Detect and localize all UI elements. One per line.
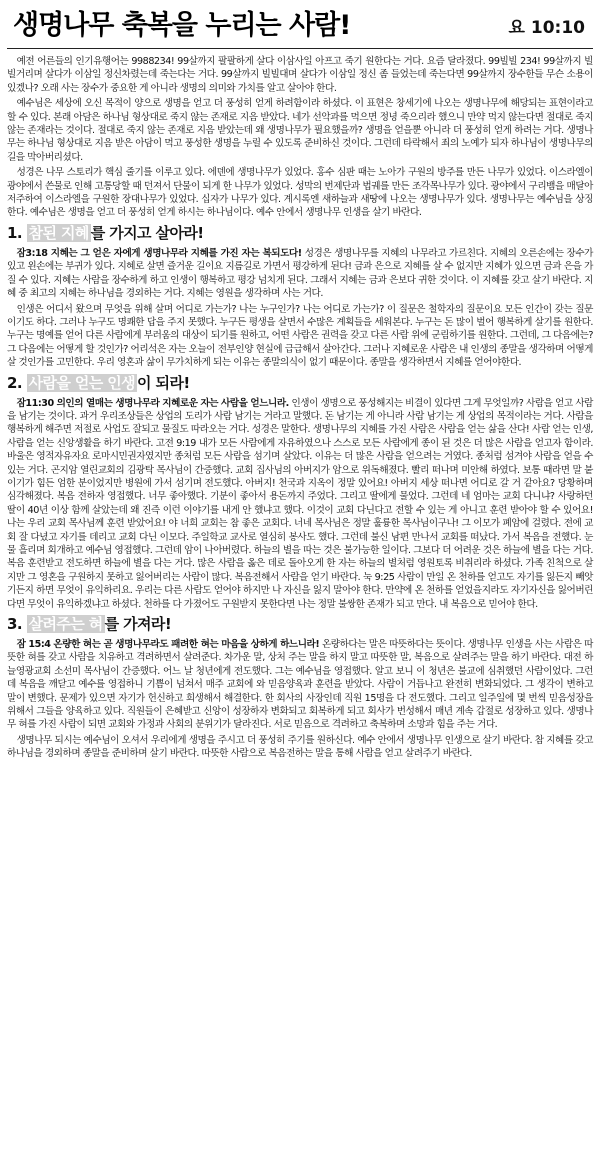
section-number: 3. xyxy=(7,615,22,634)
section-title: 를 가져라! xyxy=(104,615,172,634)
paragraph-text: 인생이 생명으로 풍성해지는 비결이 있다면 그게 무엇일까? 사람을 얻고 사람을 남기는 것이다. 과거 우리조상들은 상업의 도리가 사람 남기는 거라고 말했다. 돈 남기는 게 아니라 사람 남기는 게 상업의 목적이라는 거다. 사람을 행복하게 해주면 저절로 사업도 잘되고 물질도 따라오는 거다. 성경은 말한다. 생명나무의 지혜를 가진 사람은 사람을 얻는 삶을 산다! 사람 얻는 인생, 사람을 얻는 신앙생활을 하기 바란다. 고전 9:19 내가 모든 사람에게 자유하였으나 스스로 모든 사람에게 종이 된 것은 더 많은 사람을 얻고자 함이라. 바울은 영적자유자요 로마시민권자였지만 종처럼 모든 사람을 섬기며 살았다. 이유는 더 많은 사람을 얻으려는 거였다. 종처럼 섬겨야 사람을 얻을 수 있는 거다. 곤지암 열린교회의 김광탁 목사님이 간증했다. 교회 집사님의 아버지가 암으로 위독해졌다. 빨리 떠나며 미안해 하였다. 보통 때라면 말 붙이기가 힘든 엄한 분이었지만 병원에 가서 섬기며 전도했다. 아버지! 천국과 지옥이 정말 있어요! 아버지 세상 떠나면 어디로 갈 거 같아요? 당황하며 심각해졌다. 복음 전하자 영접했다. 너무 좋아했다. 기분이 좋아서 용돈까지 주었다. 그리고 딸에게 물었다. 그런데 네 엄마는 교회 다니냐? 사랑하던 딸이 40년 이상 함께 살았는데 왜 진즉 이런 이야기를 내게 안 했냐고 했다. 이것이 교회 다닌다고 전할 수 있는 게 아니고 훈련 받아야 할 수 있어요! 나는 우리 교회 목사님께 훈련 받았어요! 야 너희 교회는 참 좋은 교회다. 너네 목사님은 정말 훌륭한 목사님이구나! 그 이모가 폐암에 걸렸다. 전에 교회 잘 다녔고 자기를 데리고 교회 다닌 이모다. 주일학교 교사로 열심히 봉사도 했다. 그런데 불신 남편 만나서 교회를 떠났다. 가서 복음을 전했다. 눈물 흘리며 회개하고 예수님 영접했다. 그런데 암이 나아버렸다. 하늘의 별을 따는 것은 불가능한 일이다. 그보다 더 어려운 것은 하늘에 별을 다는 거다. 복음 훈련받고 전도하면 하늘에 별을 다는 거다. 많은 사람을 옳은 데로 돌아오게 한 자는 하늘의 별처럼 영원토록 비취리라 하셨다. 가족 친척으로 살지만 그 영혼을 구원하지 못하고 잃어버리는 사람이 많다. 복음전해서 사람을 얻기 바란다. 눅 9:25 사람이 만일 온 천하를 얻고도 자기를 잃든지 빼앗기든지 하면 무엇이 유익하리요. 우리는 다른 사람도 얻어야 하지만 나 자신을 잃지 말아야 한다. 만약에 온 천하를 얻었을지라도 자기자신을 잃어버린다면 무엇이 유익하겠냐고 하셨다. 천하를 다 가졌어도 구원받지 못한다면 나는 정말 불쌍한 존재가 되고 만다. 내 복음으로 믿어야 한다. xyxy=(7,397,593,610)
section-paragraph xyxy=(7,638,593,732)
section-heading xyxy=(7,223,593,243)
section-number: 2. xyxy=(7,373,22,392)
section-paragraph: 생명나무 되시는 예수님이 오셔서 우리에게 생명을 주시고 더 풍성히 주기를 원하신다. 예수 안에서 생명나무 인생으로 살기 바란다. 참 지혜를 갖고 하나님을 경외하며 종말을 준비하며 살기 바란다. 따뜻한 사람으로 복음전하는 말을 통해 사람을 얻고 살려주기 바란다. xyxy=(7,734,593,760)
paragraph-text: 성경은 생명나무를 지혜의 나무라고 가르친다. 지혜의 오른손에는 장수가 있고 왼손에는 부귀가 있다. 지혜로 살면 즐거운 길이요 지름길로 가면서 평강하게 된다! 금과 은으로 지혜를 살 수 없지만 지혜가 있으면 금과 은을 가질 수 있다. 지혜는 사람을 장수하게 하고 인생이 행복하고 평강 넘치게 된다. 그래서 지혜는 금과 은보다 귀한 것이다. 이 지혜를 갖고 살기 바란다. 지혜 중 최고의 지혜는 하나님을 경외하는 거다. 지혜는 영원을 생각하며 사는 거다. xyxy=(7,247,593,300)
key-verse: 잠11:30 의인의 열매는 생명나무라 지혜로운 자는 사람을 얻느니라. xyxy=(16,397,289,409)
article-body xyxy=(7,49,593,761)
section-heading xyxy=(7,614,593,634)
section-number: 1. xyxy=(7,223,22,242)
intro-paragraph: 예전 어른들의 인기유행어는 9988234! 99살까지 팔팔하게 살다 이삼사일 아프고 죽기 원한다는 거다. 요즘 달라졌다. 99빌빌 234! 99살까지 빌빌거리며 살다가 이삼일 정신차렸는데 죽는다는 거다. 99살까지 빌빌대며 살다가 이삼일 정신 좀 들었는데 죽는다면 99살까지 장수한들 무슨 소용이 있겠나? 오래 사는 장수가 중요한 게 아니라 생명의 의미와 가치를 알고 살아야 한다. xyxy=(7,56,593,94)
header xyxy=(7,0,593,49)
section-paragraph xyxy=(7,247,593,301)
section-keyword: 사람을 얻는 인생 xyxy=(28,373,136,392)
paragraph-text: 온량하다는 말은 따뜻하다는 뜻이다. 생명나무 인생을 사는 사람은 따뜻한 혀를 갖고 사람을 치유하고 격려하면서 살려준다. 차가운 말, 상처 주는 말을 하지 말고 따뜻한 말, 복음으로 살려주는 말을 하기 바란다. 대전 하늘영광교회 소선미 목사님이 간증했다. 어느 날 청년에게 전도했다. 그는 예수님을 영접했다. 알고 보니 이 청년은 불교에 심취했던 사람이었다. 그런데 복음을 깨닫고 예수를 영접하니 기쁨이 넘쳐서 매주 교회에 와 믿음양육과 훈련을 받았다. 사람이 거듭나고 완전히 변화되었다. 그 생각이 변하고 말이 변했다. 문제가 있으면 자기가 헌신하고 희생해서 해결한다. 한 회사의 사장인데 직원 15명을 다 전도했다. 그리고 일주일에 몇 번씩 믿음성장을 위해서 그들을 양육하고 있다. 직원들이 은혜받고 신앙이 성장하자 변화되고 회복하게 되고 회사가 번성해서 매년 계속 갑절로 성장하고 있다. 생명나무 혀를 가진 사람이 되면 교회와 가정과 사회의 분위기가 달라진다. 서로 믿음으로 격려하고 축복하며 소망과 힘을 주는 거다. xyxy=(7,639,593,731)
section-keyword: 살려주는 혀 xyxy=(28,615,103,634)
scripture-reference: 요 10:10 xyxy=(508,18,585,38)
section-title: 를 가지고 살아라! xyxy=(90,223,204,242)
section-title: 이 되라! xyxy=(137,373,190,392)
key-verse: 잠3:18 지혜는 그 얻은 자에게 생명나무라 지혜를 가진 자는 복되도다! xyxy=(16,247,302,259)
intro-paragraph: 예수님은 세상에 오신 목적이 양으로 생명을 얻고 더 풍성히 얻게 하려함이라 하셨다. 이 표현은 창세기에 나오는 생명나무에 해당되는 표현이라고 할 수 있다. 본래 아담은 하나님 형상대로 죽지 않는 존재로 지음 받았다. 네가 선악과를 먹으면 정녕 죽으리라 했으니 만약 먹지 않는다면 절대로 죽지 않는 존재라는 것이다. 절대로 죽지 않는 존재로 지음 받았는데 왜 생명나무가 필요했을까? 생명을 얻을뿐 아니라 더 풍성히 얻게 하려는 거다. 생명나무는 하나님 형상대로 지음 받은 아담이 먹고 풍성한 생명을 누릴 수 있도록 준비하신 것이다. 그런데 타락해서 죄의 노예가 되자 하나님이 생명나무의 길을 막아버리셨다. xyxy=(7,98,593,163)
section-paragraph: 인생은 어디서 왔으며 무엇을 위해 살며 어디로 가는가? 나는 누구인가? 나는 어디로 가는가? 이 질문은 철학자의 질문이요 모든 인간이 갖는 질문이기도 하다. 그러나 누구도 명쾌한 답을 주지 못했다. 누구든 평생을 살면서 수많은 계획들을 세워본다. 누구는 돈 많이 벌어 행복하게 살기를 원한다. 누구는 명예를 얻어 다른 사람에게 부러움의 대상이 되기를 원하고, 어떤 사람은 권력을 갖고 다른 사람 위에 군림하기를 원한다. 그런데, 그 다음에는? 그 다음에는 어떻게 할 것인가? 어리석은 자는 오늘이 전부인양 현실에 급급해서 살아간다. 그러나 지혜로운 사람은 내 인생의 종말을 생각하며 어떻게 살 것인가를 고민한다. 우리 영혼과 삶이 무가치하게 되는 이유는 종말의식이 없기 때문이다. 종말을 생각하면서 지혜를 얻어야한다. xyxy=(7,303,593,369)
section-keyword: 참된 지혜 xyxy=(28,223,89,242)
intro-paragraph: 성경은 나무 스토리가 핵심 줄기를 이루고 있다. 에덴에 생명나무가 있었다. 홍수 심판 때는 노아가 구원의 방주를 만든 나무가 있었다. 이스라엘이 광야에서 쓴물로 인해 고통당할 때 던져서 단물이 되게 한 나무가 있었다. 성막의 번제단과 법궤를 만든 조각목나무가 있다. 광야에서 구리뱀을 매달아 저주하여 이스라엘을 구원한 장대나무가 있었다. 십자가 나무가 있다. 계시록엔 새하늘과 새땅에 나오는 생명나무가 있다. 생명나무는 예수님을 상징한다. 예수님은 생명을 얻고 더 풍성히 얻게 하시는 하나님이다. 예수 안에서 생명나무 인생을 살기 바란다. xyxy=(7,167,593,219)
section-paragraph xyxy=(7,397,593,612)
key-verse: 잠 15:4 온량한 혀는 곧 생명나무라도 패려한 혀는 마음을 상하게 하느니라! xyxy=(16,639,320,651)
page-title: 생명나무 축복을 누리는 사람! xyxy=(13,10,351,41)
section-heading xyxy=(7,373,593,393)
